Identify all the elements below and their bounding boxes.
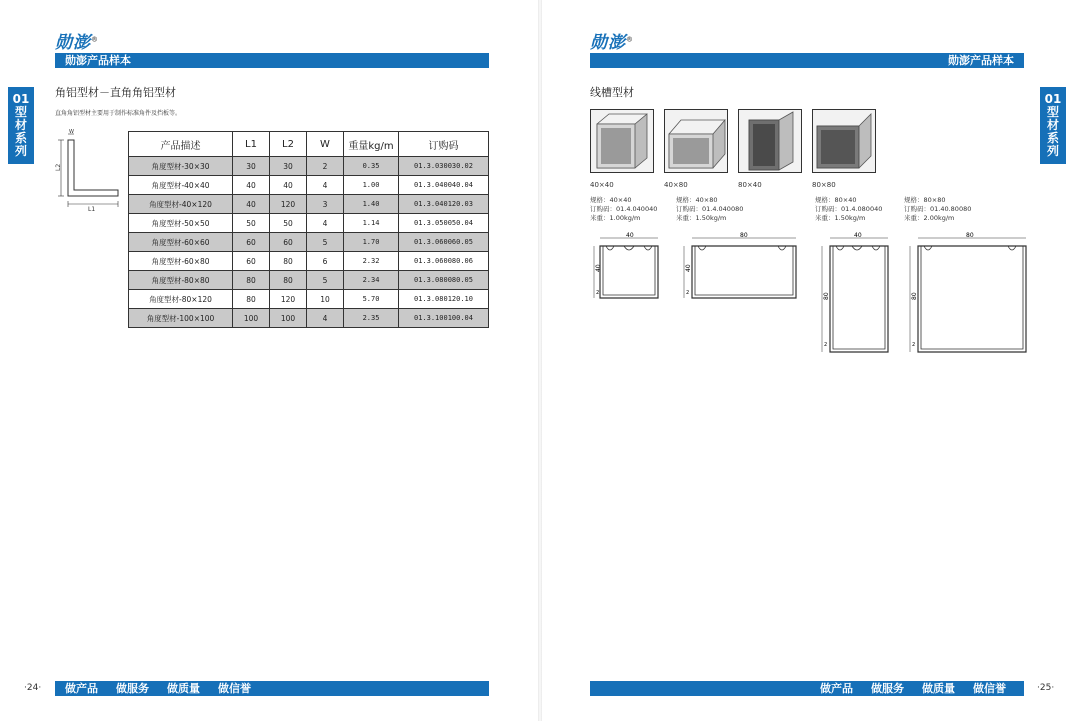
page-number-right: ·25· (1037, 683, 1055, 693)
dim-l1-label: L1 (88, 206, 96, 212)
table-cell: 80 (270, 271, 307, 290)
col-header-w: W (307, 132, 344, 157)
angle-profile-diagram (50, 128, 124, 212)
table-cell: 角度型材-40×120 (129, 195, 233, 214)
svg-text:80: 80 (966, 232, 974, 239)
svg-text:2: 2 (596, 290, 600, 296)
table-cell: 40 (233, 195, 270, 214)
side-tab-right: 01 型 材 系 列 (1040, 87, 1066, 164)
table-row (129, 214, 489, 233)
table-cell: 50 (233, 214, 270, 233)
angle-spec-table (128, 131, 489, 328)
table-cell: 4 (307, 309, 344, 328)
table-row (129, 157, 489, 176)
spec-block-80x40: 规格：80×40 订购码：01.4.080040 米重：1.50kg/m (815, 196, 883, 222)
table-cell: 01.3.040040.04 (399, 176, 489, 195)
table-cell: 3 (307, 195, 344, 214)
table-row (129, 176, 489, 195)
table-cell: 2 (307, 157, 344, 176)
product-photo-80x40 (738, 109, 802, 173)
drawing-80x80 (900, 232, 1030, 356)
table-row (129, 195, 489, 214)
table-cell: 100 (233, 309, 270, 328)
svg-text:2: 2 (686, 290, 690, 296)
table-cell: 80 (233, 271, 270, 290)
table-cell: 01.3.100100.04 (399, 309, 489, 328)
dim-w-label: W (69, 129, 74, 135)
photo-caption-2: 40×80 (664, 181, 688, 189)
col-header-weight: 重量kg/m (344, 132, 399, 157)
table-cell: 01.3.080080.05 (399, 271, 489, 290)
header-bar-left: 勋澎产品样本 (55, 53, 489, 68)
table-cell: 角度型材-30×30 (129, 157, 233, 176)
table-cell: 50 (270, 214, 307, 233)
table-cell: 2.34 (344, 271, 399, 290)
table-cell: 01.3.060060.05 (399, 233, 489, 252)
table-cell: 角度型材-50×50 (129, 214, 233, 233)
spec-block-40x80: 规格：40×80 订购码：01.4.040080 米重：1.50kg/m (676, 196, 744, 222)
table-row (129, 271, 489, 290)
table-row (129, 309, 489, 328)
table-cell: 2.35 (344, 309, 399, 328)
spec-block-40x40: 规格：40×40 订购码：01.4.040040 米重：1.00kg/m (590, 196, 658, 222)
svg-text:40: 40 (626, 232, 634, 239)
table-cell: 80 (233, 290, 270, 309)
section-title-trunking: 线槽型材 (590, 86, 634, 99)
product-photo-40x40 (590, 109, 654, 173)
table-cell: 6 (307, 252, 344, 271)
drawing-40x80 (676, 232, 801, 304)
table-row (129, 290, 489, 309)
table-cell: 角度型材-40×40 (129, 176, 233, 195)
photo-caption-3: 80×40 (738, 181, 762, 189)
table-cell: 5 (307, 271, 344, 290)
table-cell: 角度型材-100×100 (129, 309, 233, 328)
svg-text:80: 80 (911, 292, 918, 300)
table-cell: 1.00 (344, 176, 399, 195)
section-description: 直角角铝型材主要用于制作标准角件及挡板等。 (55, 110, 182, 117)
brand-logo-left: 勋澎® (55, 33, 99, 53)
table-cell: 80 (270, 252, 307, 271)
table-cell: 2.32 (344, 252, 399, 271)
table-cell: 60 (233, 233, 270, 252)
table-cell: 10 (307, 290, 344, 309)
spec-block-80x80: 规格：80×80 订购码：01.40.80080 米重：2.00kg/m (904, 196, 972, 222)
table-cell: 40 (270, 176, 307, 195)
table-row (129, 252, 489, 271)
svg-text:2: 2 (912, 342, 916, 348)
table-cell: 角度型材-60×60 (129, 233, 233, 252)
svg-text:40: 40 (595, 264, 602, 272)
table-cell: 01.3.040120.03 (399, 195, 489, 214)
table-cell: 4 (307, 176, 344, 195)
svg-text:40: 40 (685, 264, 692, 272)
table-cell: 01.3.050050.04 (399, 214, 489, 233)
table-cell: 1.40 (344, 195, 399, 214)
table-cell: 30 (270, 157, 307, 176)
table-cell: 60 (270, 233, 307, 252)
footer-bar-left: 做产品 做服务 做质量 做信誉 (55, 681, 489, 696)
product-photo-80x80 (812, 109, 876, 173)
col-header-l2: L2 (270, 132, 307, 157)
photo-caption-4: 80×80 (812, 181, 836, 189)
table-cell: 100 (270, 309, 307, 328)
svg-text:2: 2 (824, 342, 828, 348)
col-header-code: 订购码 (399, 132, 489, 157)
table-cell: 60 (233, 252, 270, 271)
section-title-angle: 角铝型材－直角角铝型材 (55, 86, 176, 99)
table-cell: 30 (233, 157, 270, 176)
table-cell: 01.3.030030.02 (399, 157, 489, 176)
col-header-desc: 产品描述 (129, 132, 233, 157)
photo-caption-1: 40×40 (590, 181, 614, 189)
table-cell: 40 (233, 176, 270, 195)
table-cell: 120 (270, 290, 307, 309)
col-header-l1: L1 (233, 132, 270, 157)
table-cell: 角度型材-60×80 (129, 252, 233, 271)
svg-text:80: 80 (823, 292, 830, 300)
table-cell: 4 (307, 214, 344, 233)
table-cell: 5 (307, 233, 344, 252)
table-cell: 角度型材-80×120 (129, 290, 233, 309)
table-cell: 1.70 (344, 233, 399, 252)
table-cell: 5.70 (344, 290, 399, 309)
table-cell: 01.3.060080.06 (399, 252, 489, 271)
page-gutter (538, 0, 542, 721)
svg-text:40: 40 (854, 232, 862, 239)
drawing-80x40 (812, 232, 892, 356)
drawing-40x40 (588, 232, 663, 304)
brand-logo-right: 勋澎® (590, 33, 634, 53)
table-row (129, 233, 489, 252)
page-number-left: ·24· (24, 683, 42, 693)
table-cell: 01.3.080120.10 (399, 290, 489, 309)
table-header-row (129, 132, 489, 157)
footer-bar-right: 做产品 做服务 做质量 做信誉 (590, 681, 1024, 696)
dim-l2-label: L2 (55, 163, 62, 171)
svg-text:80: 80 (740, 232, 748, 239)
product-photo-40x80 (664, 109, 728, 173)
table-cell: 1.14 (344, 214, 399, 233)
side-tab-left: 01 型 材 系 列 (8, 87, 34, 164)
table-cell: 0.35 (344, 157, 399, 176)
header-bar-right: 勋澎产品样本 (590, 53, 1024, 68)
table-cell: 角度型材-80×80 (129, 271, 233, 290)
table-cell: 120 (270, 195, 307, 214)
